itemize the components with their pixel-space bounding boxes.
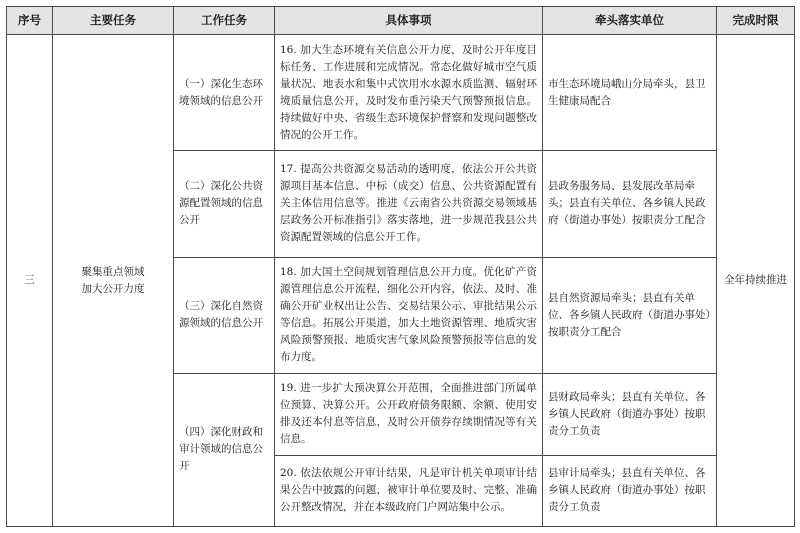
main-task-line-2: 加大公开力度 [81, 282, 145, 295]
detail-cell: 18. 加大国土空间规划管理信息公开力度。优化矿产资源管理信息公开流程，细化公开内容，依法、及时、准确公开矿业权出让公告、交易结果公示、审批结果公示等信息。拓展公开渠道，加大土地资源管理、地质灾害风险预警预报、地质灾害气象风险预警预报等信息的发布力度。 [275, 257, 543, 373]
header-detail: 具体事项 [275, 7, 543, 35]
detail-cell: 20. 依法依规公开审计结果，凡是审计机关单项审计结果公告中披露的问题，被审计单位要及时、完整、准确公开整改情况，并在本级政府门户网站集中公示。 [275, 455, 543, 526]
deadline-cell: 全年持续推进 [717, 35, 795, 527]
header-row [7, 7, 795, 35]
main-task-line-1: 聚集重点领域 [81, 265, 145, 278]
work-plan-table [6, 6, 795, 527]
work-task-cell: （四）深化财政和审计领域的信息公开 [174, 373, 275, 526]
work-task-cell: （二）深化公共资源配置领域的信息公开 [174, 151, 275, 257]
lead-unit-cell: 县财政局牵头；县直有关单位、各乡镇人民政府（街道办事处）按职责分工负责 [543, 373, 717, 455]
header-deadline: 完成时限 [717, 7, 795, 35]
header-work-task: 工作任务 [174, 7, 275, 35]
work-task-cell: （一）深化生态环境领域的信息公开 [174, 35, 275, 151]
detail-cell: 16. 加大生态环境有关信息公开力度，及时公开年度目标任务、工作进展和完成情况。常态化做好城市空气质量状况、地表水和集中式饮用水水源水质监测、辐射环境质量信息公开，及时发布重污染天气预警预报信息。持续做好中央、省级生态环境保护督察和发现问题整改情况的公开工作。 [275, 35, 543, 151]
lead-unit-cell: 市生态环境局峨山分局牵头，县卫生健康局配合 [543, 35, 717, 151]
detail-cell: 17. 提高公共资源交易活动的透明度，依法公开公共资源项目基本信息、中标（成交）信息、公共资源配置有关主体信用信息等。推进《云南省公共资源交易领域基层政务公开标准指引》落实落地，进一步规范我县公共资源配置领域的信息公开工作。 [275, 151, 543, 257]
lead-unit-cell: 县审计局牵头；县直有关单位、各乡镇人民政府（街道办事处）按职责分工负责 [543, 455, 717, 526]
header-lead-unit: 牵头落实单位 [543, 7, 717, 35]
header-main-task: 主要任务 [53, 7, 174, 35]
detail-cell: 19. 进一步扩大预决算公开范围，全面推进部门所属单位预算、决算公开。公开政府债务限额、余额、使用安排及还本付息等信息，及时公开债券存续期情况等有关信息。 [275, 373, 543, 455]
table-row [7, 35, 795, 151]
lead-unit-cell: 县自然资源局牵头；县直有关单位、各乡镇人民政府（街道办事处）按职责分工配合 [543, 257, 717, 373]
work-task-cell: （三）深化自然资源领域的信息公开 [174, 257, 275, 373]
seq-cell: 三 [7, 35, 53, 527]
main-task-cell [53, 35, 174, 527]
header-seq: 序号 [7, 7, 53, 35]
lead-unit-cell: 县政务服务局、县发展改革局牵头；县直有关单位、各乡镇人民政府（街道办事处）按职责分工配合 [543, 151, 717, 257]
